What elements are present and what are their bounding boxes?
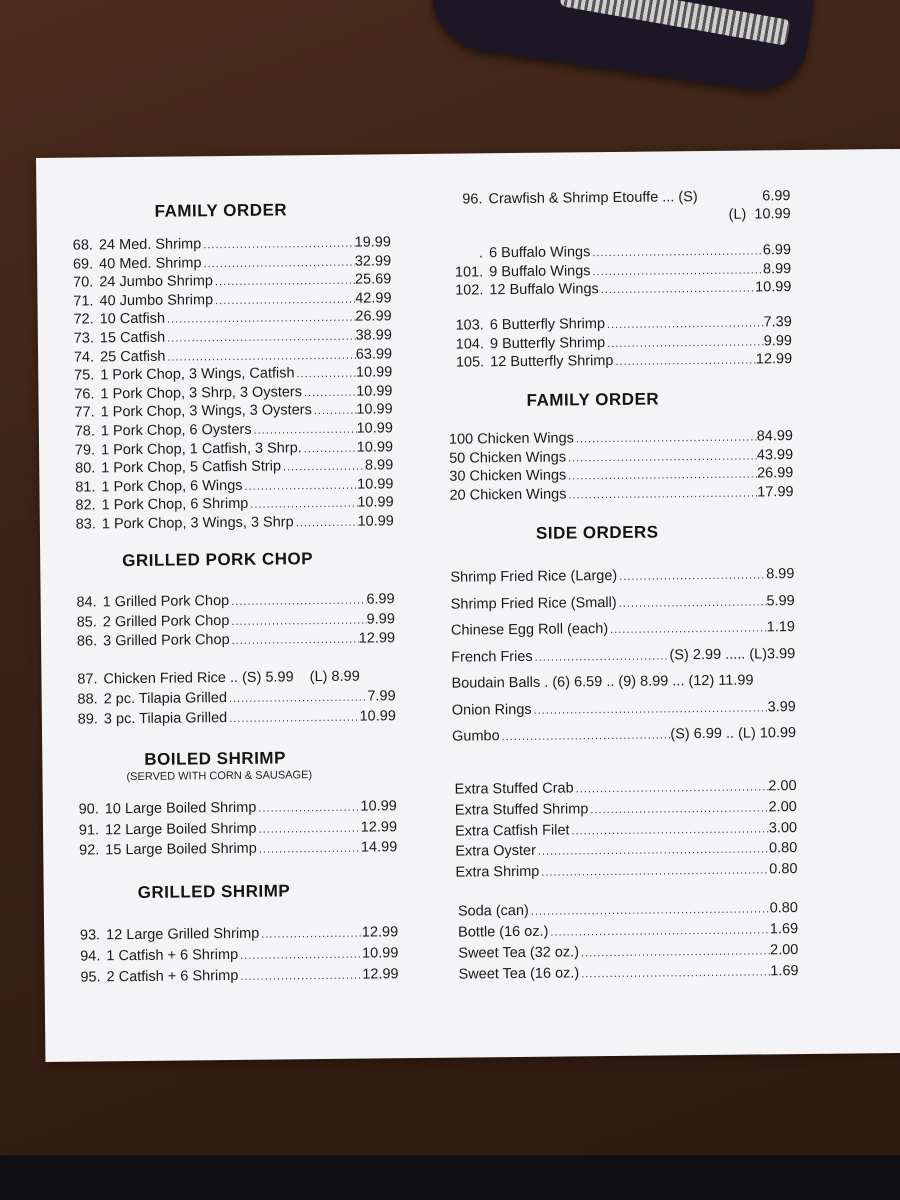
item-price: 0.80: [769, 861, 798, 878]
item-price: 10.99: [360, 798, 397, 815]
menu-item: [448, 921, 798, 943]
item-number: 86.: [76, 633, 98, 650]
menu-right-column: [440, 150, 799, 983]
leader-dots: [605, 317, 764, 331]
item-name: Sweet Tea (16 oz.): [458, 965, 580, 983]
item-price: 6.99: [366, 591, 395, 608]
item-number: 69.: [72, 256, 94, 273]
leader-dots: [617, 596, 767, 610]
boiled-shrimp-note: (SERVED WITH CORN & SAUSAGE): [126, 769, 313, 784]
leader-dots: [566, 487, 757, 501]
menu-item: [55, 611, 395, 633]
leader-dots: [257, 843, 361, 856]
item-name: Sweet Tea (32 oz.): [458, 944, 580, 962]
item-price: (S) 6.99 .. (L) 10.99: [670, 725, 797, 743]
menu-item: [55, 630, 395, 652]
item-price: 14.99: [360, 839, 398, 856]
leader-dots: [613, 355, 756, 368]
item-price: 7.39: [763, 314, 792, 331]
section-title-side-orders: SIDE ORDERS: [535, 522, 659, 543]
item-price: 3.00: [768, 819, 798, 836]
item-name: Extra Stuffed Shrimp: [454, 801, 589, 819]
menu-item: [59, 966, 399, 988]
leader-dots: [259, 928, 362, 941]
leader-dots: [229, 595, 366, 608]
item-name: 3 Grilled Pork Chop: [102, 631, 230, 650]
menu-item: [443, 484, 793, 506]
item-number: 85.: [76, 613, 97, 631]
item-name: Extra Shrimp: [455, 863, 540, 881]
item-name: 6 Buffalo Wings: [488, 244, 591, 262]
menu-item-etouffe: 96. Crawfish & Shrimp Etouffe ... (S) 6.99: [462, 188, 791, 208]
item-name: 9 Buffalo Wings: [489, 262, 591, 280]
item-name: French Fries: [451, 648, 533, 666]
item-name: Soda (can): [457, 902, 529, 920]
leader-dots: [227, 711, 360, 724]
item-name: Extra Stuffed Crab: [454, 780, 574, 798]
menu-item: [442, 351, 792, 373]
item-price: 8.99: [762, 260, 792, 277]
item-price: 2.00: [768, 798, 797, 816]
item-number: 102.: [455, 282, 484, 299]
item-name: 1 Grilled Pork Chop: [102, 593, 230, 611]
item-price: 9.99: [763, 332, 793, 349]
item-price: 38.99: [355, 327, 392, 344]
menu-item: [56, 708, 396, 730]
item-number: 78.: [74, 423, 95, 440]
menu-item: [56, 688, 396, 710]
item-number: 72.: [73, 311, 94, 329]
leader-dots: [238, 949, 362, 962]
item-text: Boudain Balls . (6) 6.59 .. (9) 8.99 ... (12) 11.99: [451, 672, 754, 692]
item-price: 12.99: [360, 818, 398, 836]
item-price: 19.99: [354, 234, 391, 251]
item-name: Bottle (16 oz.): [458, 923, 549, 941]
item-price: 12.99: [361, 924, 399, 941]
item-price: 0.80: [769, 900, 798, 917]
item-price: 25.69: [354, 271, 392, 288]
item-name: 12 Buffalo Wings: [489, 281, 599, 299]
item-price: 17.99: [757, 483, 794, 501]
item-name: 30 Chicken Wings: [449, 467, 567, 485]
leader-dots: [533, 650, 670, 663]
leader-dots: [588, 802, 768, 816]
item-price: 0.80: [768, 840, 798, 857]
item-number: 68.: [72, 237, 94, 254]
leader-dots: [165, 331, 356, 345]
item-name: 40 Med. Shrimp: [99, 254, 202, 272]
leader-dots: [608, 622, 767, 636]
item-price: 10.99: [755, 279, 792, 296]
leader-dots: [201, 256, 354, 270]
menu-item: [448, 900, 798, 922]
item-price: 10.99: [357, 476, 394, 493]
item-number: 79.: [74, 441, 96, 459]
menu-item: [441, 279, 791, 301]
item-number: 94.: [80, 948, 101, 965]
item-name: Extra Oyster: [455, 843, 536, 861]
menu-item-etouffe-large: (L) 10.99: [728, 206, 791, 223]
menu-item: [447, 778, 797, 800]
menu-item: [55, 591, 395, 613]
leader-dots: [574, 781, 769, 795]
item-price: 42.99: [355, 290, 392, 307]
item-number: 84.: [76, 594, 97, 611]
menu-item: [58, 924, 398, 946]
item-price: 2.00: [768, 778, 797, 795]
item-price: 10.99: [356, 438, 394, 456]
item-price: 3.99: [767, 698, 796, 715]
leader-dots: [599, 283, 755, 297]
item-name: 15 Catfish: [99, 329, 166, 347]
menu-item: [446, 725, 796, 747]
item-name: 12 Large Grilled Shrimp: [106, 925, 260, 944]
menu-item: [447, 799, 797, 821]
item-number: 75.: [74, 367, 95, 384]
leader-dots: [257, 822, 361, 835]
item-number: .: [478, 245, 484, 262]
menu-item: [445, 646, 795, 668]
item-price: 10.99: [357, 513, 394, 530]
item-number: 71.: [73, 293, 94, 310]
leader-dots: [590, 264, 763, 278]
item-number: 90.: [78, 801, 99, 818]
item-name: 24 Med. Shrimp: [98, 236, 202, 254]
item-number: 82.: [75, 497, 96, 514]
item-name: 12 Large Boiled Shrimp: [104, 820, 257, 838]
leader-dots: [230, 634, 359, 647]
leader-dots: [213, 293, 355, 306]
leader-dots: [229, 614, 366, 627]
item-name: 12 Butterfly Shrimp: [490, 353, 614, 371]
item-price: 1.19: [766, 619, 796, 636]
item-name: 1 Pork Chop, 3 Wings, 3 Shrp: [101, 514, 294, 533]
leader-dots: [548, 924, 770, 938]
item-name: 15 Large Boiled Shrimp: [105, 840, 257, 859]
leader-dots: [238, 970, 362, 983]
item-price: 6.99: [762, 242, 792, 259]
item-price: 10.99: [356, 383, 393, 400]
item-price: 10.99: [356, 401, 393, 419]
item-name: 40 Jumbo Shrimp: [99, 291, 214, 310]
item-number: 105.: [455, 354, 485, 371]
leader-dots: [294, 517, 358, 530]
item-price: 32.99: [354, 252, 392, 270]
menu-sheet: [36, 149, 900, 1062]
item-number: 104.: [455, 335, 485, 353]
item-name: 20 Chicken Wings: [449, 486, 567, 504]
item-price: 5.99: [766, 592, 795, 609]
menu-item: [57, 839, 397, 861]
item-number: 92.: [78, 842, 100, 859]
item-number: 73.: [73, 330, 94, 347]
menu-item: [448, 942, 798, 964]
item-price: (S) 2.99 ..... (L)3.99: [669, 645, 796, 663]
leader-dots: [579, 945, 770, 959]
item-name: 1 Pork Chop, 3 Shrp, 3 Oysters: [100, 384, 303, 403]
item-number: 93.: [79, 927, 101, 944]
section-title-boiled-shrimp: BOILED SHRIMP: [144, 748, 286, 769]
item-price: 26.99: [756, 465, 794, 482]
item-name: 9 Butterfly Shrimp: [489, 334, 606, 352]
leader-dots: [617, 569, 766, 583]
item-price: 12.99: [755, 351, 793, 368]
leader-dots: [227, 692, 368, 705]
item-name: Shrimp Fried Rice (Small): [450, 594, 617, 613]
table-edge: [0, 1155, 900, 1200]
leader-dots: [213, 275, 355, 288]
item-number: 80.: [75, 460, 96, 477]
leader-dots: [248, 498, 357, 511]
item-price: 63.99: [355, 345, 393, 363]
item-name: 10 Catfish: [99, 311, 166, 328]
leader-dots: [500, 729, 671, 743]
menu-item: [447, 861, 797, 883]
item-number: 101.: [454, 263, 484, 281]
item-price: 10.99: [359, 707, 396, 725]
leader-dots: [242, 479, 357, 492]
leader-dots: [312, 405, 357, 417]
leader-dots: [201, 238, 354, 252]
leader-dots: [579, 966, 770, 980]
item-name: 50 Chicken Wings: [449, 449, 567, 467]
menu-item: [447, 820, 797, 842]
leader-dots: [539, 865, 769, 879]
section-title-family-order-wings: FAMILY ORDER: [526, 389, 660, 410]
item-name: Shrimp Fried Rice (Large): [450, 567, 618, 586]
item-price: 2.00: [770, 942, 799, 959]
leader-dots: [302, 386, 356, 399]
item-name: 25 Catfish: [100, 348, 166, 365]
item-name: Chinese Egg Roll (each): [450, 621, 609, 639]
menu-item: [57, 798, 397, 820]
menu-item-chicken-fried-rice: 87. Chicken Fried Rice .. (S) 5.99 (L) 8.99: [77, 668, 360, 688]
item-name: 3 pc. Tilapia Grilled: [103, 709, 228, 727]
leader-dots: [605, 336, 764, 350]
item-price: 7.99: [367, 688, 396, 705]
leader-dots: [256, 802, 360, 815]
item-name: 2 pc. Tilapia Grilled: [103, 690, 228, 708]
leader-dots: [165, 312, 356, 326]
item-name: 2 Catfish + 6 Shrimp: [106, 967, 239, 986]
menu-item: [445, 619, 795, 641]
item-name: 1 Pork Chop, 3 Wings, Catfish: [100, 365, 295, 384]
menu-item: [448, 963, 798, 985]
item-number: 91.: [78, 821, 100, 839]
item-price: 84.99: [756, 428, 794, 445]
item-name: 10 Large Boiled Shrimp: [104, 799, 257, 818]
item-number: 89.: [77, 710, 98, 728]
item-number: 83.: [75, 516, 96, 533]
item-name: 1 Pork Chop, 1 Catfish, 3 Shrp.: [100, 439, 302, 458]
leader-dots: [569, 823, 768, 837]
item-name: 24 Jumbo Shrimp: [99, 273, 214, 291]
leader-dots: [252, 424, 357, 437]
section-title-grilled-shrimp: GRILLED SHRIMP: [137, 881, 291, 902]
item-number: 88.: [77, 691, 98, 708]
menu-item: [445, 672, 795, 694]
item-name: 6 Butterfly Shrimp: [489, 316, 606, 334]
item-price: 10.99: [357, 494, 394, 512]
leader-dots: [536, 844, 769, 858]
item-price: 9.99: [366, 610, 395, 628]
menu-left-column: [50, 154, 399, 986]
item-name: 1 Pork Chop, 6 Oysters: [100, 421, 252, 440]
leader-dots: [294, 368, 356, 381]
item-price: 10.99: [356, 420, 393, 437]
item-name: Onion Rings: [451, 701, 532, 719]
leader-dots: [281, 461, 365, 474]
item-number: 76.: [74, 386, 95, 403]
item-name: Gumbo: [451, 728, 500, 745]
menu-item: [445, 593, 795, 615]
item-price: 26.99: [355, 308, 392, 326]
leader-dots: [590, 245, 763, 259]
item-name: 2 Grilled Pork Chop: [102, 612, 230, 630]
menu-item: [54, 513, 394, 535]
item-price: 10.99: [361, 945, 399, 962]
item-name: 1 Pork Chop, 3 Wings, 3 Oysters: [100, 402, 312, 421]
item-name: Extra Catfish Filet: [454, 822, 570, 840]
section-title-grilled-pork-chop: GRILLED PORK CHOP: [122, 549, 314, 571]
leader-dots: [165, 349, 356, 363]
item-number: 81.: [75, 479, 96, 496]
item-price: 1.69: [769, 921, 799, 938]
item-number: 77.: [74, 404, 95, 422]
item-number: 103.: [455, 317, 484, 334]
item-number: 95.: [80, 969, 101, 986]
item-price: 10.99: [355, 364, 393, 381]
item-number: 74.: [73, 348, 95, 366]
leader-dots: [574, 431, 757, 445]
item-price: 8.99: [364, 457, 394, 474]
item-price: 12.99: [358, 630, 396, 647]
item-name: 1 Catfish + 6 Shrimp: [106, 946, 239, 965]
menu-item: [57, 819, 397, 841]
leader-dots: [302, 442, 357, 455]
menu-item: [58, 945, 398, 967]
menu-item: [444, 566, 794, 588]
item-price: 12.99: [362, 966, 399, 983]
leader-dots: [566, 450, 757, 464]
leader-dots: [529, 903, 770, 918]
menu-item: [446, 699, 796, 721]
item-name: 100 Chicken Wings: [448, 430, 574, 448]
item-name: 1 Pork Chop, 6 Wings: [101, 477, 243, 496]
leader-dots: [532, 702, 768, 716]
item-name: 1 Pork Chop, 5 Catfish Strip: [101, 458, 282, 477]
menu-item: [447, 840, 797, 862]
section-title-family-order: FAMILY ORDER: [154, 200, 288, 221]
item-name: 1 Pork Chop, 6 Shrimp: [101, 496, 249, 514]
leader-dots: [566, 469, 757, 483]
item-price: 43.99: [756, 446, 794, 464]
item-price: 8.99: [766, 566, 795, 583]
item-price: 1.69: [770, 963, 799, 980]
item-number: 70.: [73, 274, 94, 291]
